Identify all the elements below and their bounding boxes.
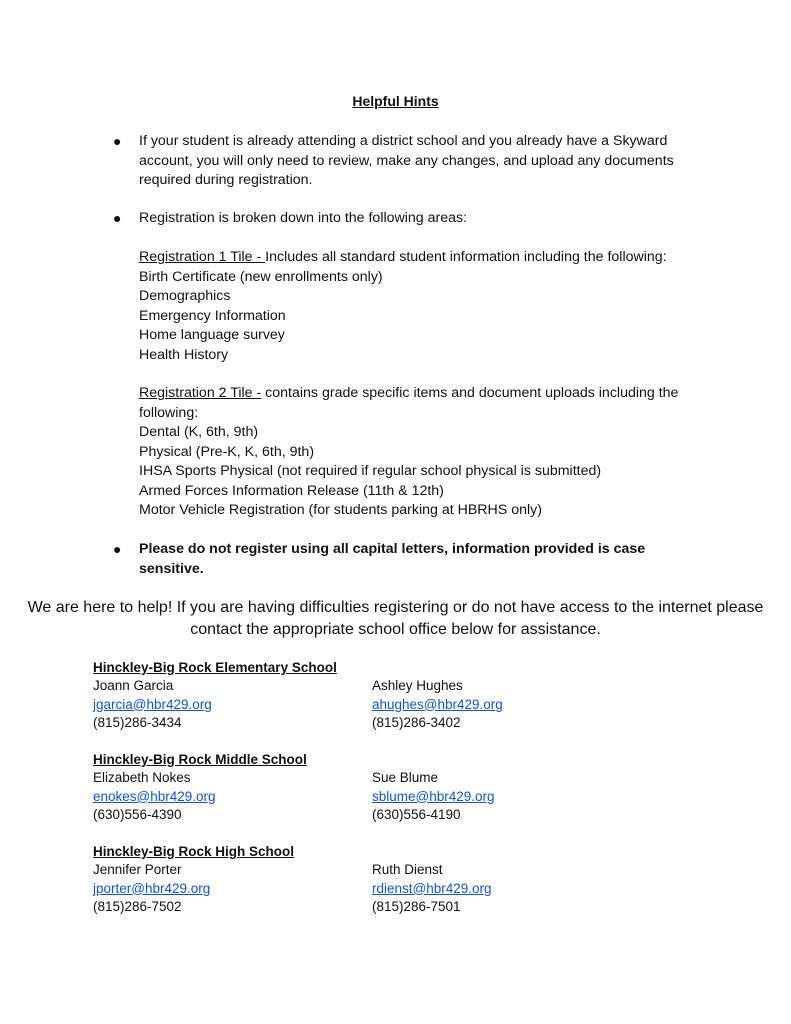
tile-2-item: Dental (K, 6th, 9th) (139, 424, 259, 440)
bullet-dot: ● (113, 133, 122, 149)
tile-2-item: Physical (Pre-K, K, 6th, 9th) (139, 443, 315, 460)
hint-bullet-capital-letters (113, 540, 699, 579)
contact-name: Sue Blume (372, 770, 439, 785)
school-heading-elementary: Hinckley-Big Rock Elementary School (93, 660, 337, 675)
contact-name: Elizabeth Nokes (93, 770, 191, 785)
tile-1-item: Health History (139, 346, 229, 363)
contact-phone: (815)286-7501 (372, 899, 461, 914)
contact-card (93, 861, 210, 917)
school-heading-middle: Hinckley-Big Rock Middle School (93, 752, 307, 767)
tile-2-item: Armed Forces Information Release (11th & 12th) (139, 482, 444, 499)
contact-card (93, 769, 216, 825)
hint-bullet-skyward (113, 132, 699, 191)
tile-1-item: Emergency Information (139, 307, 286, 324)
contact-email-link[interactable]: enokes@hbr429.org (93, 788, 216, 804)
school-heading-high: Hinckley-Big Rock High School (93, 844, 295, 859)
contact-email-link[interactable]: sblume@hbr429.org (372, 788, 495, 804)
help-callout: We are here to help! If you are having difficulties registering or do not have access to the internet please contact the appropriate school office below for assistance. (27, 599, 764, 638)
contact-name: Joann Garcia (93, 678, 174, 693)
hint-text: Please do not register using all capital letters, information provided is case sensitive. (139, 541, 646, 577)
tile-1-label: Registration 1 Tile - (139, 249, 266, 265)
registration-tile-1 (139, 248, 709, 365)
contact-name: Jennifer Porter (93, 862, 182, 877)
contact-card (372, 861, 492, 917)
tile-1-item: Demographics (139, 288, 231, 304)
contact-email-link[interactable]: jgarcia@hbr429.org (93, 696, 212, 712)
contact-card (372, 769, 495, 825)
contact-phone: (815)286-3434 (93, 715, 182, 730)
contact-email-link[interactable]: ahughes@hbr429.org (372, 696, 503, 712)
contact-phone: (815)286-3402 (372, 715, 461, 730)
registration-tile-2 (139, 384, 694, 521)
tile-1-desc: Includes all standard student information including the following: (265, 249, 667, 265)
page-title: Helpful Hints (352, 93, 439, 109)
tile-2-item: IHSA Sports Physical (not required if regular school physical is submitted) (139, 463, 602, 479)
hint-bullet-registration-areas (113, 209, 699, 229)
contact-card (93, 677, 212, 733)
tile-2-desc: contains grade specific items and document uploads including the following: (139, 385, 679, 421)
tile-1-item: Home language survey (139, 327, 285, 343)
contact-name: Ruth Dienst (372, 862, 443, 877)
bullet-dot: ● (113, 541, 122, 557)
hint-text: Registration is broken down into the following areas: (139, 210, 468, 226)
contact-email-link[interactable]: jporter@hbr429.org (93, 880, 211, 896)
contact-name: Ashley Hughes (372, 678, 463, 693)
contact-email-link[interactable]: rdienst@hbr429.org (372, 880, 492, 896)
contact-phone: (815)286-7502 (93, 899, 182, 914)
tile-2-item: Motor Vehicle Registration (for students parking at HBRHS only) (139, 502, 542, 518)
tile-1-item: Birth Certificate (new enrollments only) (139, 268, 383, 285)
contact-phone: (630)556-4390 (93, 807, 182, 822)
hint-text: If your student is already attending a district school and you already have a Skyward account, you will only need to review, make any changes, and upload any documents required during registration. (139, 133, 674, 188)
bullet-dot: ● (113, 210, 122, 226)
contact-phone: (630)556-4190 (372, 807, 461, 822)
contact-card (372, 677, 503, 733)
tile-2-label: Registration 2 Tile - (139, 385, 262, 401)
